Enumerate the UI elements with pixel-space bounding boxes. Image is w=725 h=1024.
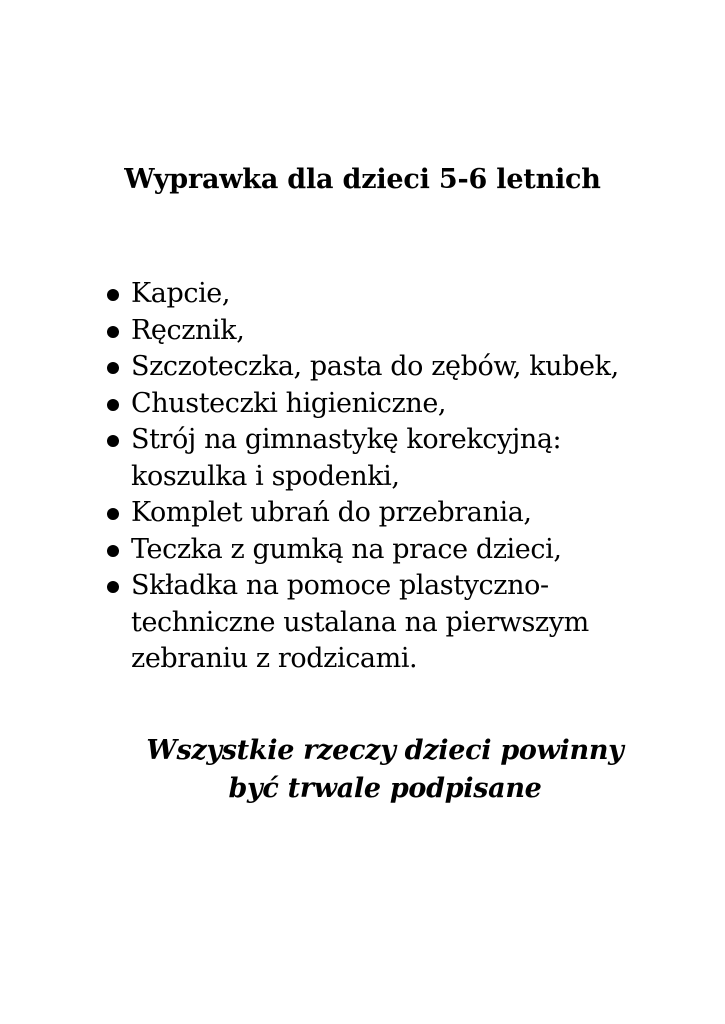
list-item-text: Ręcznik,: [131, 314, 245, 346]
list-item: [103, 386, 703, 423]
bullet-icon: [107, 508, 119, 520]
list-item-text: Teczka z gumką na prace dzieci,: [131, 533, 562, 565]
list-item-text: Komplet ubrań do przebrania,: [131, 497, 532, 528]
list-item: [103, 349, 703, 386]
bullet-icon: [107, 435, 119, 447]
list-item-text: Składka na pomoce plastyczno-: [131, 570, 549, 601]
note-line: Wszystkie rzeczy dzieci powinny: [146, 735, 624, 766]
bullet-icon: [107, 362, 119, 374]
list-item-text: Chusteczki higieniczne,: [131, 387, 447, 419]
list-item-text: Szczoteczka, pasta do zębów, kubek,: [131, 351, 619, 382]
list-item-text: koszulka i spodenki,: [131, 460, 400, 492]
list-item-text: techniczne ustalana na pierwszym: [131, 606, 589, 638]
bullet-icon: [107, 581, 119, 593]
list-item: [103, 313, 703, 350]
list-item: [103, 568, 703, 678]
bullet-icon: [107, 289, 119, 301]
bullet-icon: [107, 399, 119, 411]
bullet-icon: [107, 326, 119, 338]
supplies-list: [103, 276, 703, 678]
bullet-icon: [107, 545, 119, 557]
list-item: [103, 532, 703, 569]
list-item: [103, 422, 703, 495]
note-line: być trwale podpisane: [228, 773, 542, 804]
list-item: [103, 495, 703, 532]
list-item-text: Strój na gimnastykę korekcyjną:: [131, 424, 562, 455]
list-item-text: zebraniu z rodzicami.: [131, 643, 418, 674]
page-title: Wyprawka dla dzieci 5-6 letnich: [124, 164, 601, 195]
signature-note: [0, 732, 725, 808]
list-item-text: Kapcie,: [131, 278, 231, 309]
list-item: [103, 276, 703, 313]
